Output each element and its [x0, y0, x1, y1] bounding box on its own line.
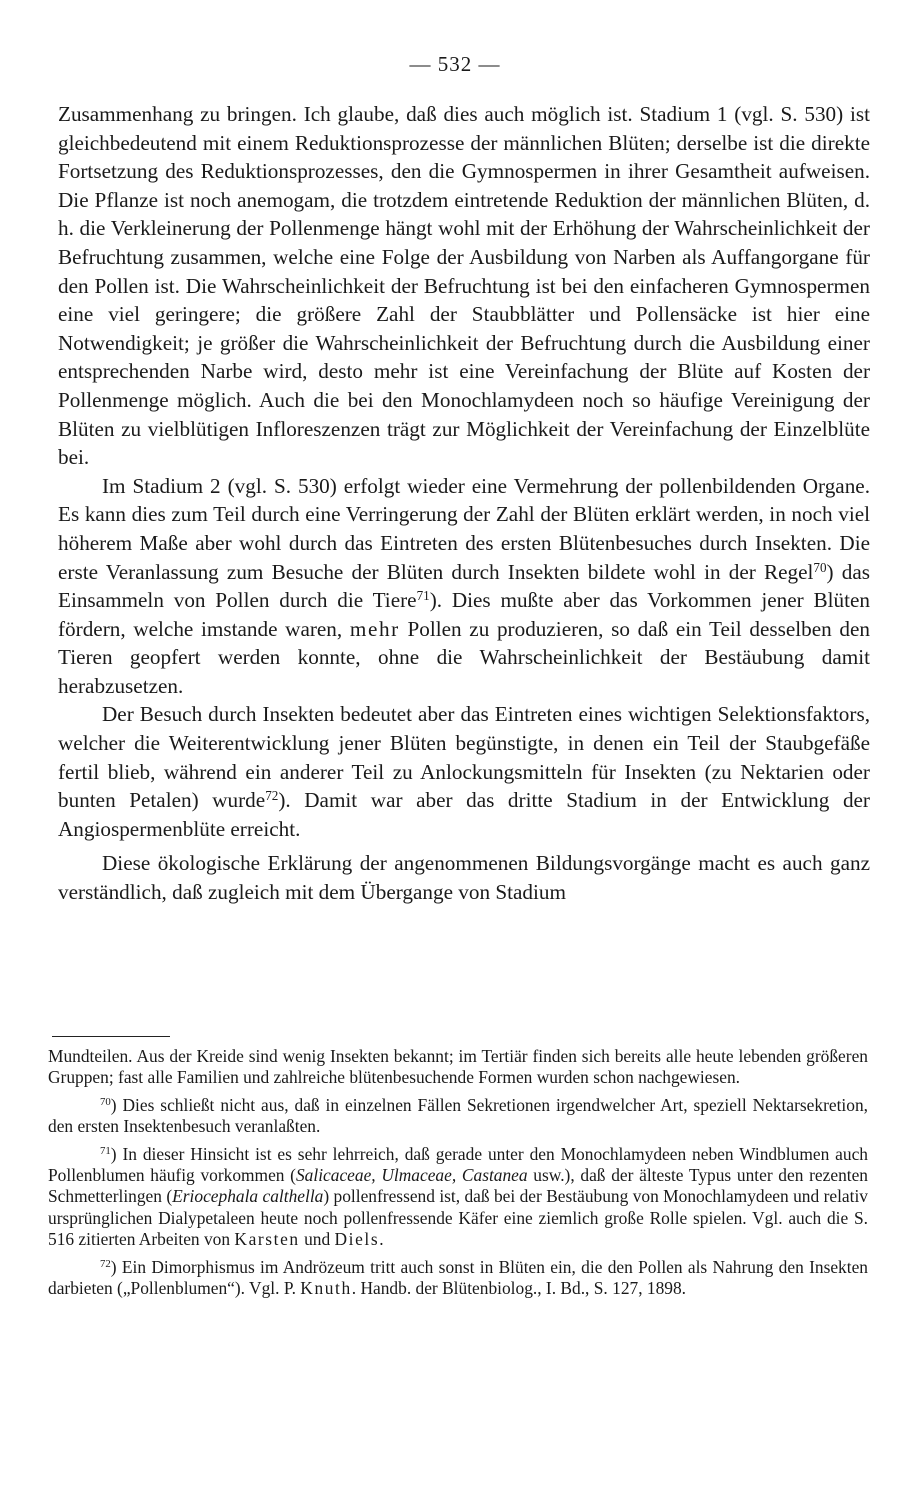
paragraph-3-text-b: ). Damit war aber das dritte Stadium in der Entwicklung der Angiospermenblüte erreicht. [58, 788, 870, 841]
footnote-separator [52, 1036, 170, 1037]
author-name-karsten: Karsten [234, 1229, 300, 1250]
paragraph-2-text-c: ). Dies mußte aber das Vorkommen jener Blüten fördern, welche imstande waren, [58, 588, 870, 641]
author-name-diels: Diels [334, 1229, 380, 1250]
footnote-marker-70: 70 [100, 1095, 111, 1108]
footnote-71-text-b: usw.), daß der älteste Typus unter den rezenten Schmetterlingen ( [48, 1165, 869, 1207]
paragraph-4: Diese ökologische Erklärung der angenommenen Bildungsvorgänge macht es auch ganz verständlich, daß zugleich mit dem Übergange von Stadium [58, 851, 870, 905]
footnote-72-text-b: . Handb. der Blütenbiolog., I. Bd., S. 127, 1898. [351, 1278, 687, 1299]
paragraph-2 [58, 472, 870, 701]
author-name-knuth: Knuth [300, 1278, 352, 1299]
species-name: Eriocephala calthella [172, 1186, 324, 1207]
footnote-marker-72: 72 [100, 1257, 111, 1270]
page-number: — 532 — [409, 52, 501, 76]
emphasized-word: mehr [349, 616, 400, 641]
footnote-71-text-a: ) In dieser Hinsicht ist es sehr lehrreich, daß gerade unter den Monochlamydeen neben Windblumen auch Pollenblumen häufig vorkommen ( [48, 1143, 868, 1186]
footnote-ref-71[interactable]: 71 [416, 587, 430, 603]
footnote-71 [48, 1144, 868, 1251]
footnote-72-text-a: ) Ein Dimorphismus im Andrözeum tritt auch sonst in Blüten ein, die den Pollen als Nahrung den Insekten darbieten („Pollenblumen“). Vgl. P. [48, 1256, 868, 1299]
paragraph-3 [58, 700, 870, 843]
footnote-70-text: ) Dies schließt nicht aus, daß in einzelnen Fällen Sekretionen irgendwelcher Art, speziell Nektarsekretion, den ersten Insektenbesuch veranlaßten. [48, 1094, 868, 1137]
footnote-71-conjunction: und [299, 1229, 335, 1250]
footnote-ref-72[interactable]: 72 [265, 788, 279, 804]
footnote-continued: Mundteilen. Aus der Kreide sind wenig Insekten bekannt; im Tertiär finden sich bereits alle heute lebenden größeren Gruppen; fast alle Familien und zahlreiche blütenbesuchende Formen wurden schon nachgewiesen. [48, 1046, 868, 1088]
paragraph-2-text-b: ) das Einsammeln von Pollen durch die Tiere [58, 559, 870, 613]
footnotes [48, 1046, 868, 1305]
footnote-72 [48, 1257, 868, 1300]
paragraph-2-text-d: Pollen zu produzieren, so daß ein Teil desselben den Tieren geopfert werden konnte, ohne die Wahrscheinlichkeit der Bestäubung damit herabzusetzen. [58, 616, 870, 698]
footnote-70 [48, 1095, 868, 1138]
taxa-names: Salicaceae, Ulmaceae, Castanea [295, 1165, 528, 1186]
footnote-71-end: . [379, 1229, 384, 1250]
footnote-marker-71: 71 [100, 1144, 111, 1157]
paragraph-2-text-a: Im Stadium 2 (vgl. S. 530) erfolgt wieder eine Vermehrung der pollenbildenden Organe. Es kann dies zum Teil durch eine Verringerung der Zahl der Blüten erklärt werden, in noch viel höherem Maße aber wohl durch das Eintreten des ersten Blütenbesuches durch Insekten. Die erste Veranlassung zum Besuche der Blüten durch Insekten bildete wohl in der Regel [58, 473, 870, 584]
footnote-ref-70[interactable]: 70 [813, 559, 827, 575]
footnote-71-text-c: ) pollenfressend ist, daß bei der Bestäubung von Monochlamydeen und relativ ursprünglichen Dialypetaleen heute noch pollenfressende Käfer eine ziemlich große Rolle spielen. Vgl. auch die S. 516 zitierten Arbeiten von [48, 1186, 868, 1250]
body-text [58, 100, 870, 907]
paragraph-3-text-a: Der Besuch durch Insekten bedeutet aber das Eintreten eines wichtigen Selektionsfaktors, welcher die Weiterentwicklung jener Blüten begünstigte, in denen ein Teil der Staubgefäße fertil blieb, während ein anderer Teil zu Anlockungsmitteln für Insekten (zu Nektarien oder bunten Petalen) wurde [58, 702, 870, 813]
paragraph-1: Zusammenhang zu bringen. Ich glaube, daß dies auch möglich ist. Stadium 1 (vgl. S. 530) ist gleichbedeutend mit einem Reduktionsprozesse der männlichen Blüten; derselbe ist die direkte Fortsetzung des Reduktionsprozesses, den die Gymnospermen in ihrer Gesamtheit aufweisen. Die Pflanze ist noch anemogam, die trotzdem eintretende Reduktion der männlichen Blüten, d. h. die Verkleinerung der Pollenmenge hängt wohl mit der Erhöhung der Wahrscheinlichkeit der Befruchtung zusammen, welche eine Folge der Ausbildung von Narben als Auffangorgane für den Pollen ist. Die Wahrscheinlichkeit der Befruchtung ist bei den einfacheren Gymnospermen eine viel geringere; die größere Zahl der Staubblätter und Pollensäcke ist hier eine Notwendigkeit; je größer die Wahrscheinlichkeit der Befruchtung durch die Ausbildung einer entsprechenden Narbe wird, desto mehr ist eine Vereinfachung der Blüte auf Kosten der Pollenmenge möglich. Auch die bei den Monochlamydeen noch so häufige Vereinigung der Blüten zu vielblütigen Infloreszenzen trägt zur Möglichkeit der Vereinfachung der Einzelblüte bei. [58, 102, 870, 470]
